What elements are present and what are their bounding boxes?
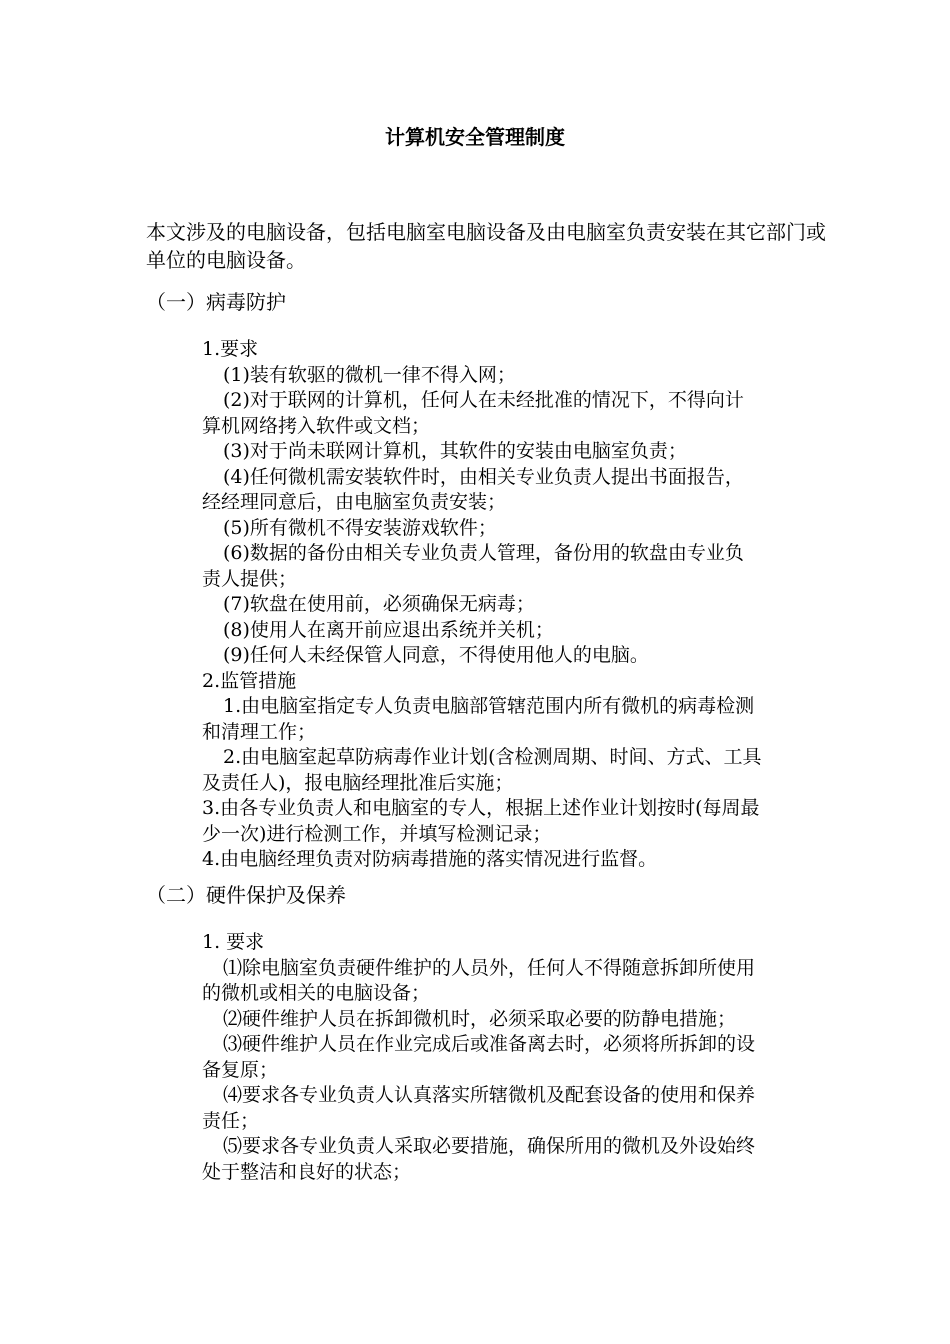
list-item: ⑸要求各专业负责人采取必要措施，确保所用的微机及外设始终处于整洁和良好的状态； bbox=[202, 1135, 756, 1183]
list-item: (2)对于联网的计算机，任何人在未经批准的情况下，不得向计算机网络拷入软件或文档； bbox=[202, 389, 744, 437]
list-item: ⑷要求各专业负责人认真落实所辖微机及配套设备的使用和保养责任； bbox=[202, 1084, 756, 1132]
list-item: (3)对于尚未联网计算机，其软件的安装由电脑室负责； bbox=[223, 440, 687, 462]
section-heading-virus: （一）病毒防护 bbox=[146, 290, 286, 314]
list-item: 2.由电脑室起草防病毒作业计划(含检测周期、时间、方式、工具及责任人)，报电脑经理批准后实施； bbox=[202, 746, 762, 794]
list-item: 4.由电脑经理负责对防病毒措施的落实情况进行监督。 bbox=[202, 848, 658, 870]
measures-heading: 2.监管措施 bbox=[202, 669, 297, 692]
list-item: ⑵硬件维护人员在拆卸微机时，必须采取必要的防静电措施； bbox=[223, 1007, 737, 1030]
list-item: ⑶硬件维护人员在作业完成后或准备离去时，必须将所拆卸的设备复原； bbox=[202, 1033, 756, 1081]
section-virus-body bbox=[202, 337, 762, 873]
section-heading-hardware: （二）硬件保护及保养 bbox=[146, 883, 346, 907]
list-item: (6)数据的备份由相关专业负责人管理，备份用的软盘由专业负责人提供； bbox=[202, 542, 744, 590]
requirements-heading: 1. 要求 bbox=[202, 931, 265, 953]
document-title: 计算机安全管理制度 bbox=[385, 125, 565, 149]
list-item: (5)所有微机不得安装游戏软件； bbox=[223, 516, 497, 539]
list-item: 1.由电脑室指定专人负责电脑部管辖范围内所有微机的病毒检测和清理工作； bbox=[202, 695, 755, 743]
section-hardware-body bbox=[202, 930, 762, 1185]
list-item: 3.由各专业负责人和电脑室的专人，根据上述作业计划按时(每周最少一次)进行检测工作，并填写检测记录； bbox=[202, 797, 760, 845]
intro-paragraph: 本文涉及的电脑设备，包括电脑室电脑设备及由电脑室负责安装在其它部门或单位的电脑设备。 bbox=[146, 220, 826, 272]
list-item: ⑴除电脑室负责硬件维护的人员外，任何人不得随意拆卸所使用的微机或相关的电脑设备； bbox=[202, 956, 756, 1004]
list-item: (7)软盘在使用前，必须确保无病毒； bbox=[223, 593, 535, 615]
list-item: (1)装有软驱的微机一律不得入网； bbox=[223, 363, 516, 386]
requirements-heading: 1.要求 bbox=[202, 338, 259, 360]
list-item: (4)任何微机需安装软件时，由相关专业负责人提出书面报告，经经理同意后，由电脑室负责安装； bbox=[202, 465, 744, 513]
list-item: (8)使用人在离开前应退出系统并关机； bbox=[223, 618, 554, 641]
list-item: (9)任何人未经保管人同意，不得使用他人的电脑。 bbox=[223, 644, 649, 666]
